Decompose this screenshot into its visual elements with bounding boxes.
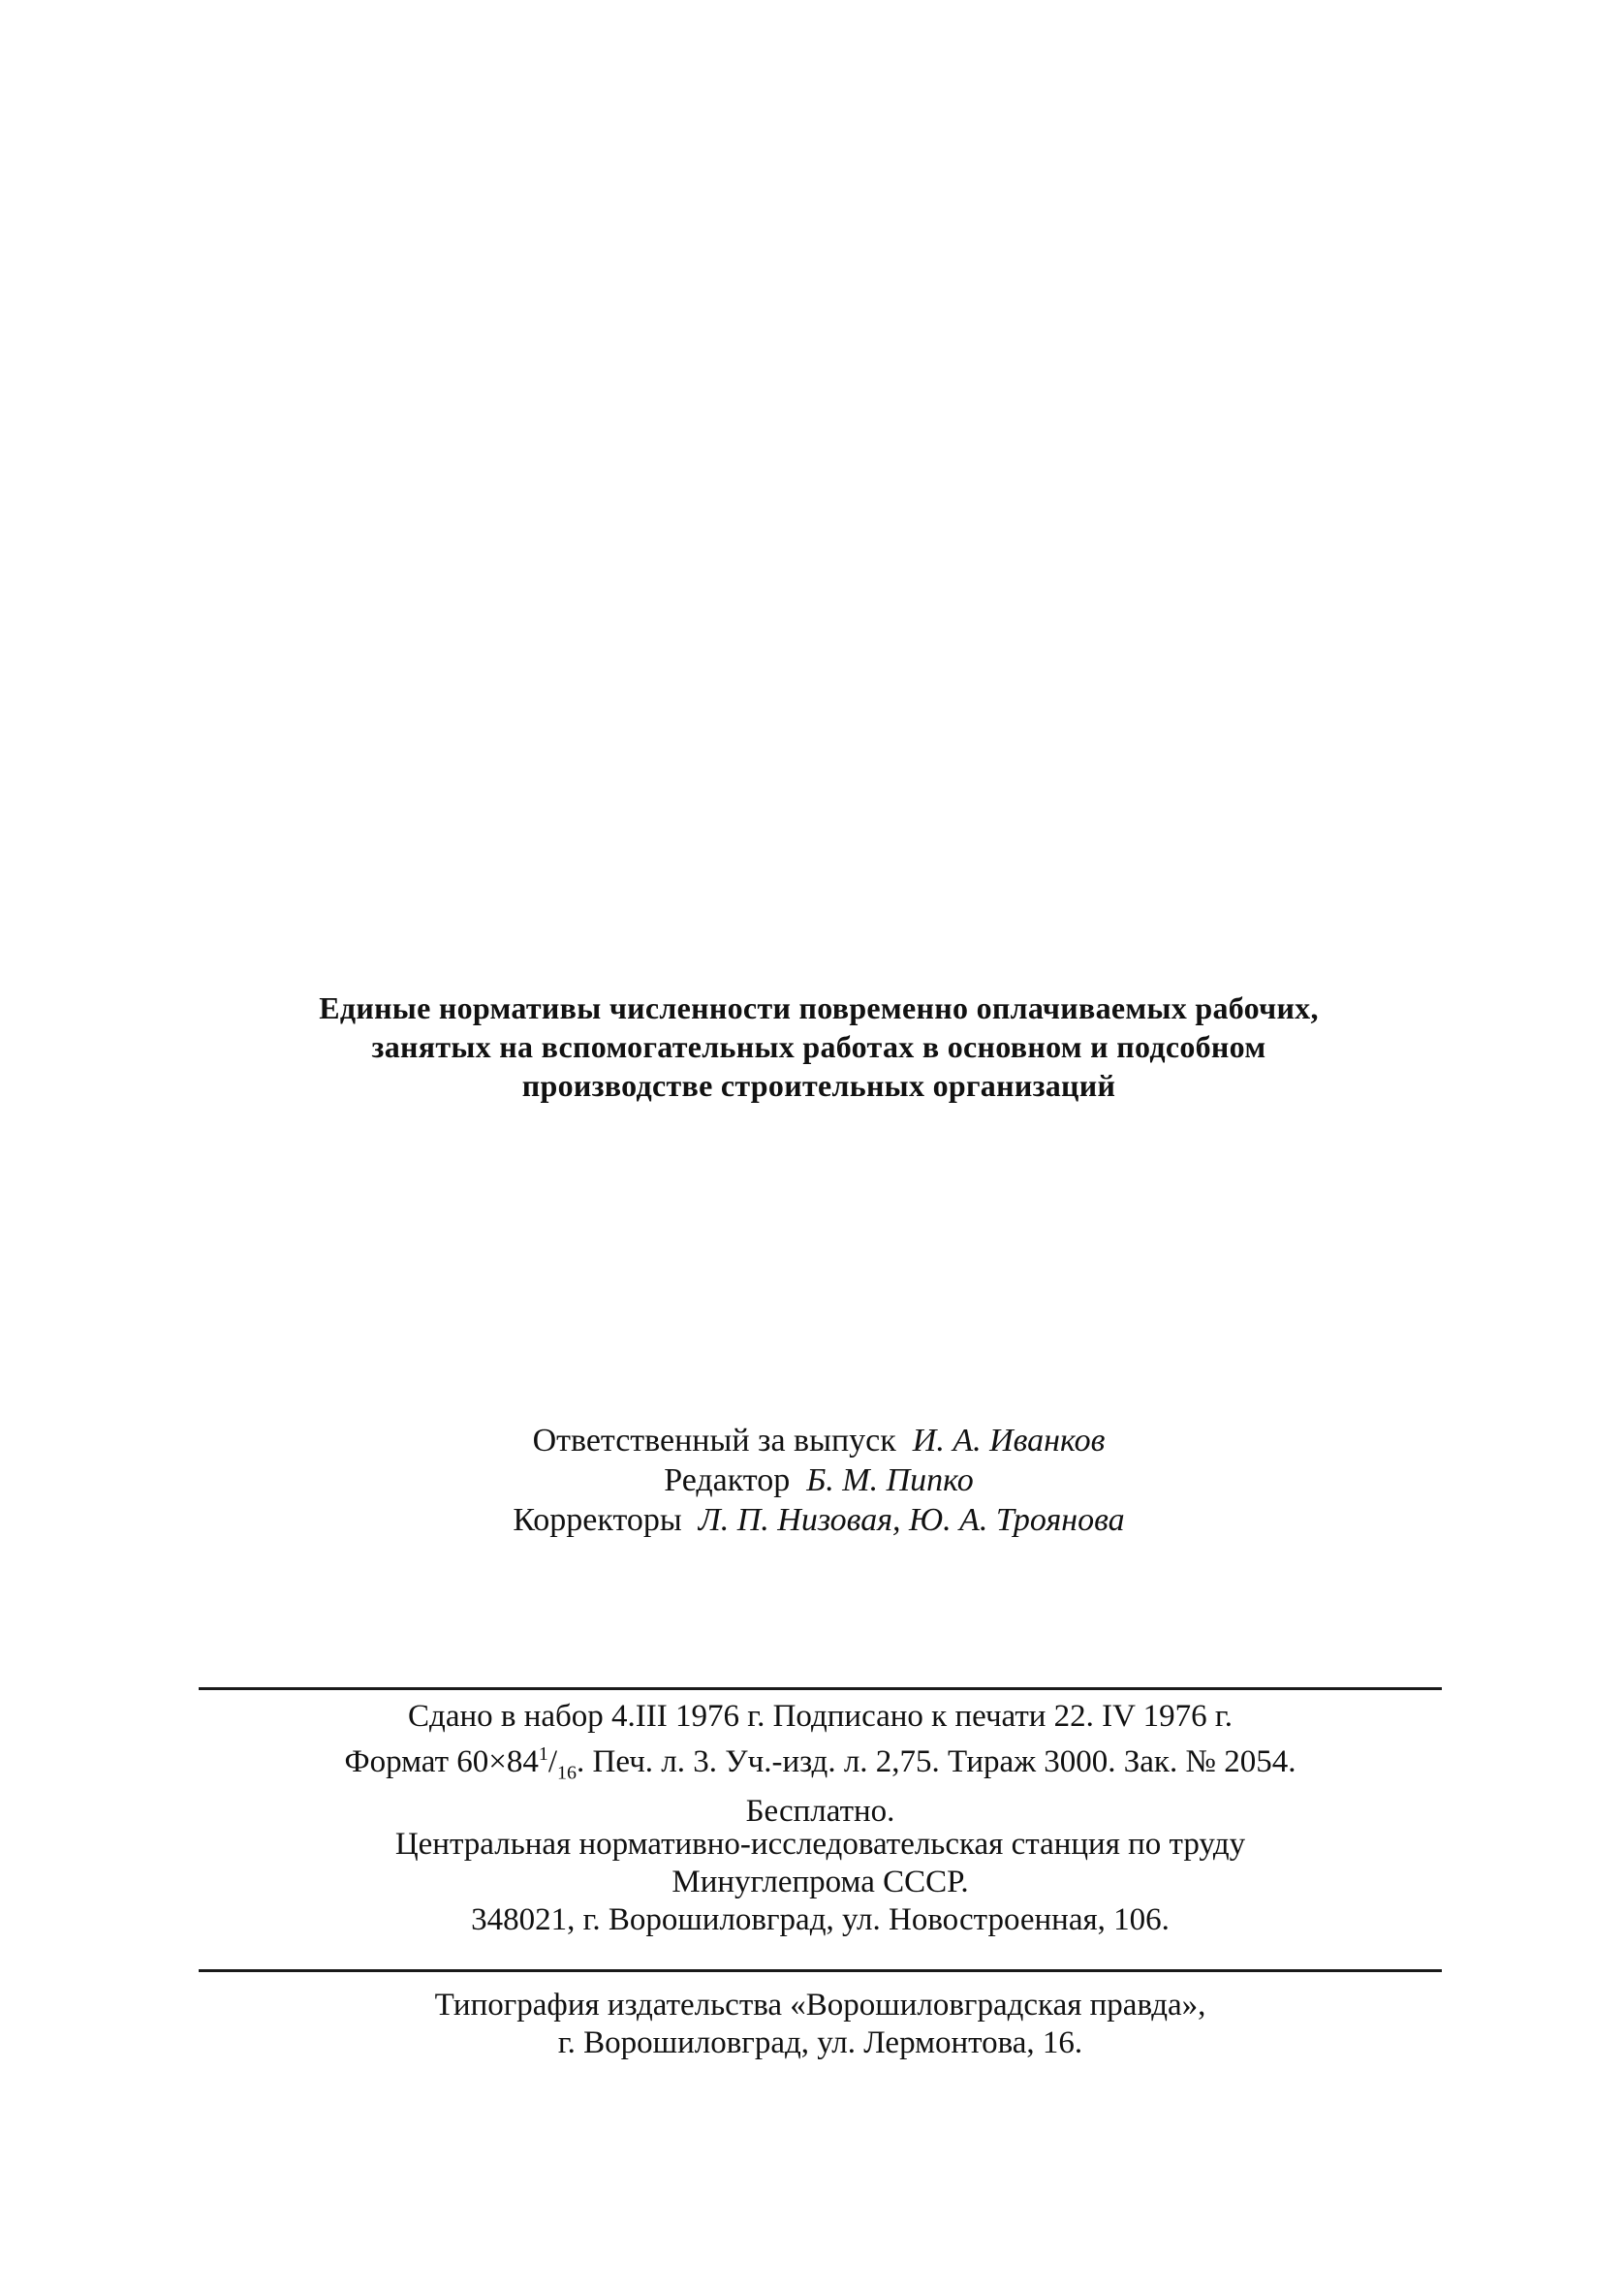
credits-block <box>417 1421 1221 1540</box>
org-line-1: Центральная нормативно-исследовательская станция по труду <box>394 1827 1246 1862</box>
format-slash: / <box>547 1744 558 1779</box>
credits-editor <box>417 1460 1221 1500</box>
printer-line-2: г. Ворошиловград, ул. Лермонтова, 16. <box>557 2025 1083 2060</box>
printer-line-1: Типография издательства «Ворошиловградская правда», <box>434 1988 1206 2023</box>
imprint-line-1: Сдано в набор 4.III 1976 г. Подписано к печати 22. IV 1976 г. <box>408 1699 1233 1734</box>
credits-correctors <box>417 1500 1221 1540</box>
editor-name: Б. М. Пипко <box>806 1462 974 1498</box>
title-line-3: производстве строительных организаций <box>521 1068 1116 1103</box>
responsible-label: Ответственный за выпуск <box>532 1423 896 1459</box>
document-title <box>223 988 1415 1105</box>
org-line-3: 348021, г. Ворошиловград, ул. Новостроенная, 106. <box>471 1902 1170 1937</box>
format-rest: . Печ. л. 3. Уч.-изд. л. 2,75. Тираж 3000. Зак. № 2054. <box>577 1744 1296 1779</box>
organization-block <box>199 1826 1442 1939</box>
format-sup: 1 <box>538 1743 548 1765</box>
responsible-name: И. А. Иванков <box>912 1423 1106 1459</box>
editor-label: Редактор <box>664 1462 791 1498</box>
imprint-line-3: Бесплатно. <box>745 1793 895 1829</box>
org-line-2: Минуглепрома СССР. <box>671 1865 969 1899</box>
correctors-label: Корректоры <box>513 1502 682 1538</box>
divider-top <box>199 1687 1442 1690</box>
imprint-line-2 <box>199 1736 1442 1793</box>
imprint-block <box>199 1698 1442 1831</box>
title-line-2: занятых на вспомогательных работах в основном и подсобном <box>371 1029 1266 1064</box>
format-sub: 16 <box>557 1762 578 1784</box>
correctors-names: Л. П. Низовая, Ю. А. Троянова <box>698 1502 1125 1538</box>
format-prefix: Формат 60×84 <box>344 1744 539 1779</box>
credits-responsible <box>417 1421 1221 1460</box>
divider-bottom <box>199 1969 1442 1972</box>
printer-block <box>199 1987 1442 2062</box>
title-line-1: Единые нормативы численности повременно оплачиваемых рабочих, <box>319 990 1319 1025</box>
